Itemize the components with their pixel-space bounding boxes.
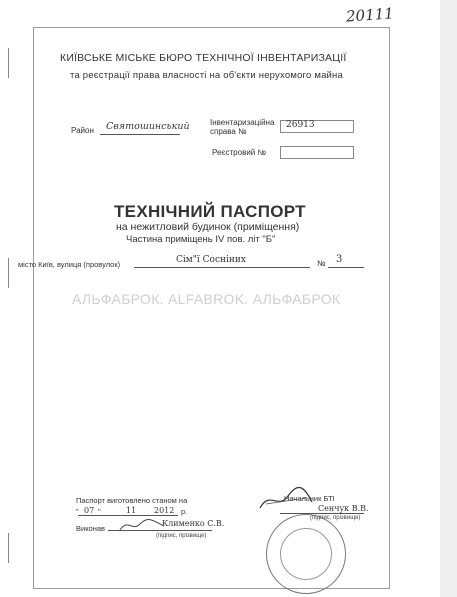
date-close-quote: " — [98, 507, 101, 516]
date-month: 11 — [126, 506, 137, 515]
address-number: 3 — [336, 254, 343, 265]
inventory-label-2: справа № — [210, 127, 247, 136]
margin-mark-top — [8, 48, 9, 78]
chief-name: Сенчук В.В. — [318, 504, 369, 513]
prepared-label: Паспорт виготовлено станом на — [76, 496, 188, 505]
chief-signature — [256, 484, 316, 514]
chief-caption: (підпис, прізвище) — [310, 515, 361, 521]
inventory-value: 26913 — [286, 120, 315, 130]
official-stamp-inner — [280, 528, 332, 580]
bureau-subtitle: та реєстрації права власності на об'єкти нерухомого майна — [70, 70, 343, 81]
passport-page — [18, 27, 390, 589]
date-year: 2012 — [154, 506, 175, 515]
date-day: 07 — [84, 506, 95, 515]
bureau-title: КИЇВСЬКЕ МІСЬКЕ БЮРО ТЕХНІЧНОЇ ІНВЕНТАРИЗАЦІЇ — [60, 52, 347, 64]
scroll-sidebar — [440, 0, 457, 597]
watermark: АЛЬФАБРОК. ALFABROK. АЛЬФАБРОК — [72, 291, 341, 307]
district-value: Святошинський — [106, 121, 190, 132]
address-label: місто Київ, вулиця (провулок) — [18, 260, 121, 269]
document-subtitle: на нежитловий будинок (приміщення) — [116, 221, 300, 233]
margin-mark-bottom — [8, 533, 9, 563]
address-underline — [134, 267, 310, 268]
registry-box — [280, 146, 354, 159]
performer-name: Клименко С.В. — [162, 519, 225, 528]
margin-mark-mid — [8, 258, 9, 288]
corner-number: 20111 — [345, 4, 395, 26]
registry-label: Реєстровий № — [212, 148, 267, 157]
date-open-quote: " — [76, 507, 79, 516]
district-label: Район — [71, 126, 94, 135]
document-title: ТЕХНІЧНИЙ ПАСПОРТ — [114, 202, 306, 221]
address-number-underline — [328, 267, 364, 268]
address-number-label: № — [317, 259, 326, 268]
document-scope: Частина приміщень IV пов. літ "Б" — [126, 234, 276, 245]
address-street: Сім"ї Сосніних — [176, 255, 246, 265]
date-year-suffix: р. — [181, 507, 188, 516]
performer-label: Виконав — [76, 524, 106, 533]
performer-caption: (підпис, прізвище) — [156, 533, 207, 539]
district-underline — [100, 134, 180, 135]
performer-signature — [118, 516, 168, 534]
inventory-label-1: Інвентаризаційна — [210, 118, 275, 127]
chief-label: Начальник БТІ — [284, 494, 335, 503]
